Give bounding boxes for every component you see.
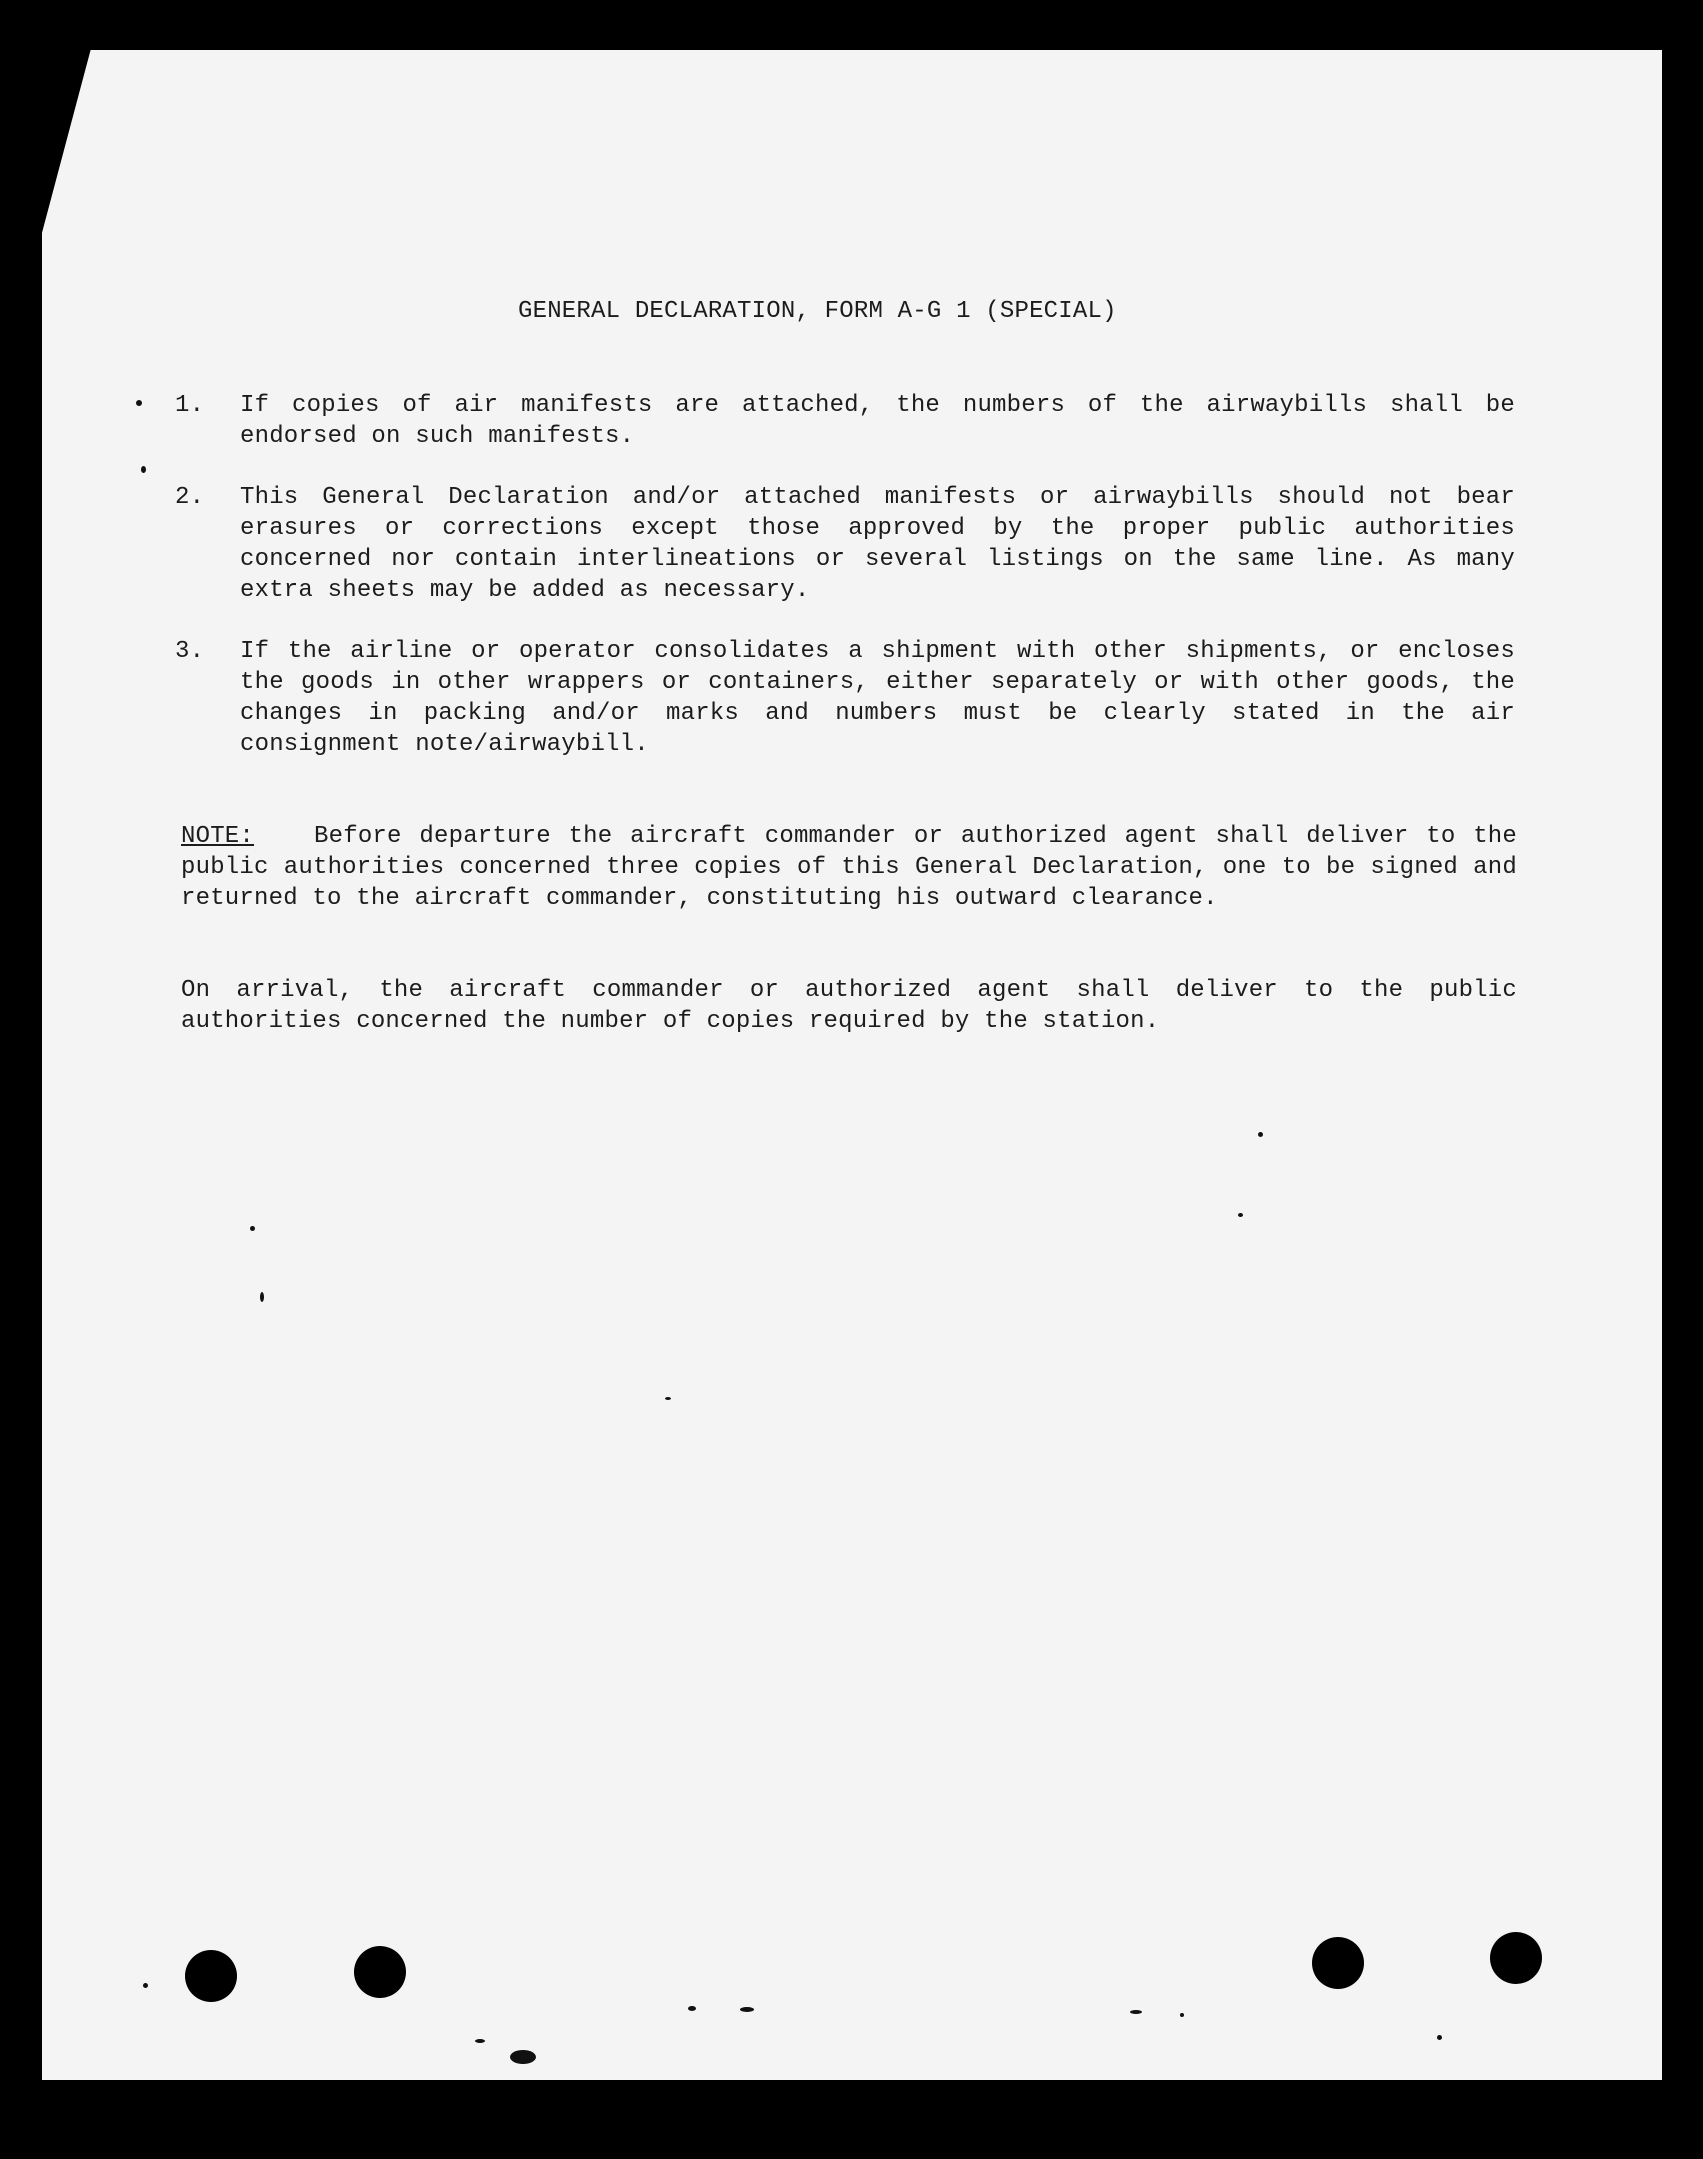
scan-speck xyxy=(475,2039,485,2043)
item-number: 1. xyxy=(175,392,205,419)
scan-speck xyxy=(250,1226,255,1231)
instruction-item-1 xyxy=(175,390,1515,452)
scan-speck xyxy=(1180,2013,1184,2017)
scan-speck xyxy=(136,400,142,406)
scan-speck xyxy=(143,1983,148,1988)
item-text: If copies of air manifests are attached, the numbers of the airwaybills shall be endorsed on such manifests. xyxy=(240,392,1515,450)
punch-hole xyxy=(354,1946,406,1998)
document-title: GENERAL DECLARATION, FORM A-G 1 (SPECIAL) xyxy=(518,298,1117,325)
punch-hole xyxy=(185,1950,237,2002)
instruction-item-2 xyxy=(175,482,1515,606)
item-number: 3. xyxy=(175,638,205,665)
scan-speck xyxy=(740,2007,754,2012)
note-paragraph xyxy=(181,821,1517,914)
scan-speck xyxy=(1258,1132,1263,1137)
scan-speck xyxy=(1238,1213,1243,1217)
note-text: Before departure the aircraft commander or authorized agent shall deliver to the public authorities concerned three copies of this General Declaration, one to be signed and returned to the aircraft commander, constituting his outward clearance. xyxy=(181,823,1517,912)
scan-speck xyxy=(260,1292,264,1302)
scan-speck xyxy=(688,2006,696,2011)
item-text: This General Declaration and/or attached manifests or airwaybills should not bear erasures or corrections except those approved by the proper public authorities concerned nor contain interlineations or several listings on the same line. As many extra sheets may be added as necessary. xyxy=(240,484,1515,604)
instruction-item-3 xyxy=(175,636,1515,760)
item-number: 2. xyxy=(175,484,205,511)
arrival-paragraph: On arrival, the aircraft commander or authorized agent shall deliver to the public authorities concerned the number of copies required by the station. xyxy=(181,977,1517,1035)
scan-speck xyxy=(141,466,146,473)
scan-speck xyxy=(1437,2035,1442,2040)
item-text: If the airline or operator consolidates a shipment with other shipments, or encloses the goods in other wrappers or containers, either separately or with other goods, the changes in packing and/or marks and numbers must be clearly stated in the air consignment note/airwaybill. xyxy=(240,638,1515,758)
document-sheet xyxy=(42,50,1662,2080)
punch-hole xyxy=(1312,1937,1364,1989)
note-label: NOTE: xyxy=(181,823,255,850)
scan-speck xyxy=(665,1397,671,1400)
scan-speck xyxy=(1130,2010,1142,2014)
punch-hole xyxy=(1490,1932,1542,1984)
scan-speck xyxy=(510,2050,536,2064)
